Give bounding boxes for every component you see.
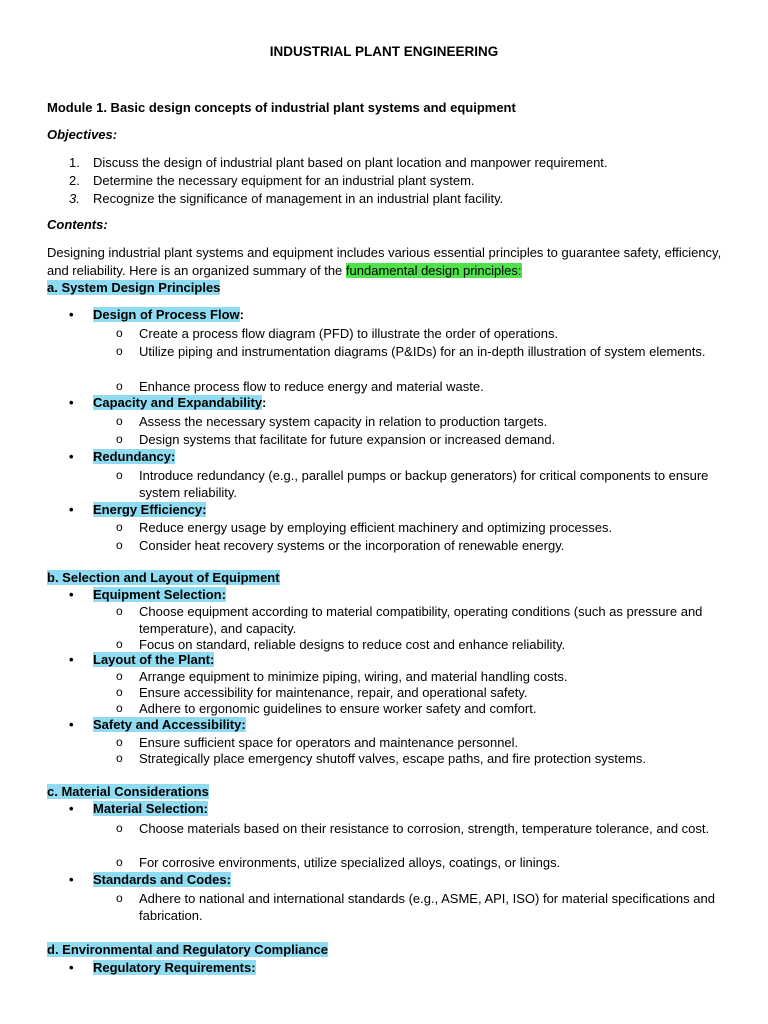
- intro-paragraph: Designing industrial plant systems and equipment includes various essential principles to guarantee safety, efficiency, and reliability. Here is an organized summary of the fundamental design principles:: [47, 245, 722, 278]
- list-item: o Consider heat recovery systems or the incorporation of renewable energy.: [116, 538, 565, 553]
- list-item: o For corrosive environments, utilize specialized alloys, coatings, or linings.: [116, 855, 561, 870]
- section-heading-c: c. Material Considerations: [47, 784, 209, 799]
- section-heading-a: a. System Design Principles: [47, 280, 221, 295]
- list-item: o Choose equipment according to material compatibility, operating conditions (such as pressure and temperature), and capacity.: [116, 604, 703, 636]
- list-item: o Utilize piping and instrumentation diagrams (P&IDs) for an in-depth illustration of system elements.: [116, 344, 706, 359]
- list-item: o Create a process flow diagram (PFD) to illustrate the order of operations.: [116, 326, 559, 341]
- objectives-list: [47, 154, 737, 208]
- list-item: o Strategically place emergency shutoff valves, escape paths, and fire protection systems.: [116, 751, 647, 766]
- list-item: o Adhere to national and international standards (e.g., ASME, API, ISO) for material specifications and fabrication.: [116, 891, 715, 923]
- list-item: o Reduce energy usage by employing efficient machinery and optimizing processes.: [116, 520, 613, 535]
- objectives-label: Objectives:: [47, 127, 118, 142]
- list-item: o Choose materials based on their resistance to corrosion, strength, temperature tolerance, and cost.: [116, 821, 710, 836]
- list-item: o Ensure sufficient space for operators and maintenance personnel.: [116, 735, 519, 750]
- section-heading-b: b. Selection and Layout of Equipment: [47, 570, 280, 585]
- document-page: INDUSTRIAL PLANT ENGINEERING Module 1. Basic design concepts of industrial plant systems and equipment Objectives: 1. Discuss the design of industrial plant based on plant location and manpower requirement. 2. Determine the necessary equipment for an industrial plant system. 3. Recognize the significance of management in an industrial plant facility. Contents: Designing industrial plant systems and equipment includes various essential principles to guarantee safety, efficiency, and reliability. Here is an organized summary of the fundamental design principles: a. System Design Principles • Design of Process Flow: o Create a process flow diagram (PFD) to illustrate the order of operations. o Utilize piping and instrumentation diagrams (P&IDs) for an in-depth illustration of system elements. o Enhance process flow to reduce energy and material waste. • Capacity and Expandability: o Assess the necessary system capacity in relation to production targets. o Design systems that facilitate for future expansion or increased demand. • Redundancy: o Introduce redundancy (e.g., parallel pumps or backup generators) for critical components to ensure system reliability. • Energy Efficiency: o Reduce energy usage by employing efficient machinery and optimizing processes. o Consider heat recovery systems or the incorporation of renewable energy. b. Selection and Layout of Equipment • Equipment Selection: o Choose equipment according to material compatibility, operating conditions (such as pressure and temperature), and capacity. o Focus on standard, reliable designs to reduce cost and enhance reliability. • Layout of the Plant: o Arrange equipment to minimize piping, wiring, and material handling costs. o Ensure accessibility for maintenance, repair, and operational safety. o Adhere to ergonomic guidelines to ensure worker safety and comfort. • Safety and Accessibility: o Ensure sufficient space for operators and maintenance personnel. o Strategically place emergency shutoff valves, escape paths, and fire protection systems. c. Material Considerations • Material Selection: o Choose materials based on their resistance to corrosion, strength, temperature tolerance, and cost. o For corrosive environments, utilize specialized alloys, coatings, or linings. • Standards and Codes: o Adhere to national and international standards (e.g., ASME, API, ISO) for material specifications and fabrication. d. Environmental and Regulatory Compliance • Regulatory Requirements:: [0, 0, 768, 1024]
- module-title: Module 1. Basic design concepts of industrial plant systems and equipment: [47, 100, 516, 115]
- list-item: o Design systems that facilitate for future expansion or increased demand.: [116, 432, 556, 447]
- list-item: o Assess the necessary system capacity in relation to production targets.: [116, 414, 548, 429]
- list-item: o Introduce redundancy (e.g., parallel pumps or backup generators) for critical components to ensure system reliability.: [116, 468, 709, 500]
- list-item: o Adhere to ergonomic guidelines to ensure worker safety and comfort.: [116, 701, 537, 716]
- list-item: 3. Recognize the significance of management in an industrial plant facility.: [69, 191, 504, 206]
- list-item: 1. Discuss the design of industrial plant based on plant location and manpower requirement.: [69, 155, 608, 170]
- list-item: o Arrange equipment to minimize piping, wiring, and material handling costs.: [116, 669, 568, 684]
- list-item: o Ensure accessibility for maintenance, repair, and operational safety.: [116, 685, 528, 700]
- contents-label: Contents:: [47, 217, 108, 232]
- section-heading-d: d. Environmental and Regulatory Compliance: [47, 942, 328, 957]
- list-item: o Enhance process flow to reduce energy and material waste.: [116, 379, 484, 394]
- list-item: o Focus on standard, reliable designs to reduce cost and enhance reliability.: [116, 637, 566, 652]
- document-title: INDUSTRIAL PLANT ENGINEERING: [269, 44, 499, 59]
- highlighted-phrase: fundamental design principles:: [345, 263, 522, 278]
- list-item: 2. Determine the necessary equipment for an industrial plant system.: [69, 173, 475, 188]
